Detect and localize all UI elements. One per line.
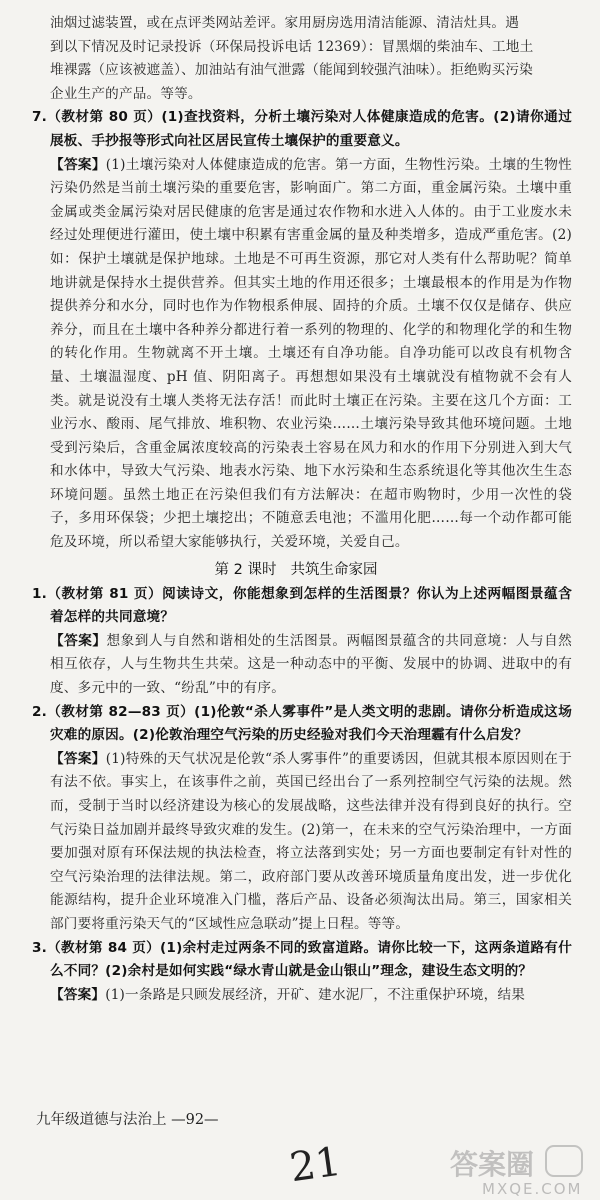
question-3: 3.（教材第 84 页）(1)余村走过两条不同的致富道路。请你比较一下，这两条道路有什么不同？(2)余村是如何实践“绿水青山就是金山银山”理念，建设生态文明的？ [32, 939, 572, 980]
watermark-domain: MXQE.COM [482, 1180, 583, 1198]
lesson-heading [20, 557, 572, 583]
handwritten-number: 21 [287, 1138, 344, 1192]
lesson-number: 第 2 课时 [214, 561, 277, 578]
lesson-title: 共筑生命家园 [290, 561, 378, 578]
answer-tag: 【答案】 [50, 750, 106, 767]
watermark-logo [442, 1140, 592, 1200]
answer-text: (1)特殊的天气状况是伦敦“杀人雾事件”的重要诱因，但就其根本原因则在于有法不依。事实上，在该事件之前，英国已经出台了一系列控制空气污染的法规。然而，受制于当时以经济建设为核心的发展战略，这些法律并没有得到良好的执行。空气污染日益加剧并最终导致灾难的发生。(2)第一，在未来的空气污染治理中，一方面要加强对原有环保法规的执法检查，将立法落到实处；另一方面也要制定有针对性的空气污染治理的法律法规。第二，政府部门要从改善环境质量角度出发，进一步优化能源结构，提升企业环境准入门槛，落后产品、设备必须淘汰出局。第三，国家相关部门要将重污染天气的“区域性应急联动”提上日程。等等。 [50, 750, 572, 932]
page-footer: 九年级道德与法治上 —92— [36, 1112, 219, 1128]
answer-tag: 【答案】 [50, 632, 107, 649]
text-line: 到以下情况及时记录投诉（环保局投诉电话 12369）：冒黑烟的柴油车、工地土 [50, 38, 534, 55]
answer-3 [20, 984, 572, 1008]
answer-text: 想象到人与自然和谐相处的生活图景。两幅图景蕴含的共同意境：人与自然相互依存，人与生物共生共荣。这是一种动态中的平衡、发展中的协调、进取中的有度、多元中的一致、“纷乱”中的有序。 [50, 632, 572, 697]
answer-1 [20, 630, 572, 701]
answer-tag: 【答案】 [50, 156, 106, 173]
answer-7 [20, 154, 572, 555]
text-line: 企业生产的产品。等等。 [50, 85, 202, 102]
answer-text: (1)土壤污染对人体健康造成的危害。第一方面，生物性污染。土壤的生物性污染仍然是当前土壤污染的重要危害，影响面广。第二方面，重金属污染。土壤中重金属或类金属污染对居民健康的危害是通过农作物和水进入人体的。由于工业废水未经过处理便进行灌田，使土壤中积累有害重金属的量及种类增多，造成严重危害。(2)如：保护土壤就是保护地球。土地是不可再生资源，那它对人类有什么帮助呢？简单地讲就是保持水土提供营养。但其实土地的作用还很多；土壤最根本的作用是为作物提供养分和水分，同时也作为作物根系伸展、固持的介质。土壤不仅仅是储存、供应养分，而且在土壤中各种养分都进行着一系列的物理的、化学的和物理化学的和生物的转化作用。生物就离不开土壤。土壤还有自净功能。自净功能可以改良有机物含量、土壤温湿度、pH 值、阴阳离子。再想想如果没有土壤就没有植物就不会有人类。就是说没有土壤人类将无法存活！而此时土壤正在污染。主要在这几个方面：工业污水、酸雨、尾气排放、堆积物、农业污染……土壤污染导致其他环境问题。土地受到污染后，含重金属浓度较高的污染表土容易在风力和水的作用下分别进入到大气和水体中，导致大气污染、地表水污染、地下水污染和生态系统退化等其他次生生态环境问题。虽然土地正在污染但我们有方法解决：在超市购物时，少用一次性的袋子，多用环保袋；少把土壤挖出；不随意丢电池；不滥用化肥……每一个动作都可能危及环境，所以希望大家能够执行，关爱环境，关爱自己。 [50, 156, 572, 551]
watermark-text: 答案圈 [450, 1148, 535, 1181]
answer-2 [20, 748, 572, 937]
answer-tag: 【答案】 [50, 986, 106, 1003]
answer-text: (1)一条路是只顾发展经济，开矿、建水泥厂，不注重保护环境，结果 [105, 986, 526, 1003]
question-1: 1.（教材第 81 页）阅读诗文，你能想象到怎样的生活图景？你认为上述两幅图景蕴含着怎样的共同意境？ [32, 585, 572, 626]
continued-answer [20, 12, 572, 106]
text-line: 油烟过滤装置，或在点评类网站差评。家用厨房选用清洁能源、清洁灶具。遇 [50, 15, 519, 31]
question-7: 7.（教材第 80 页）(1)查找资料，分析土壤污染对人体健康造成的危害。(2)请你通过展板、手抄报等形式向社区居民宣传土壤保护的重要意义。 [32, 109, 572, 149]
question-2: 2.（教材第 82—83 页）(1)伦敦“杀人雾事件”是人类文明的悲剧。请你分析造成这场灾难的原因。(2)伦敦治理空气污染的历史经验对我们今天治理霾有什么启发？ [32, 703, 572, 744]
text-line: 堆裸露（应该被遮盖）、加油站有油气泄露（能闻到较强汽油味）。拒绝购买污染 [50, 62, 533, 79]
